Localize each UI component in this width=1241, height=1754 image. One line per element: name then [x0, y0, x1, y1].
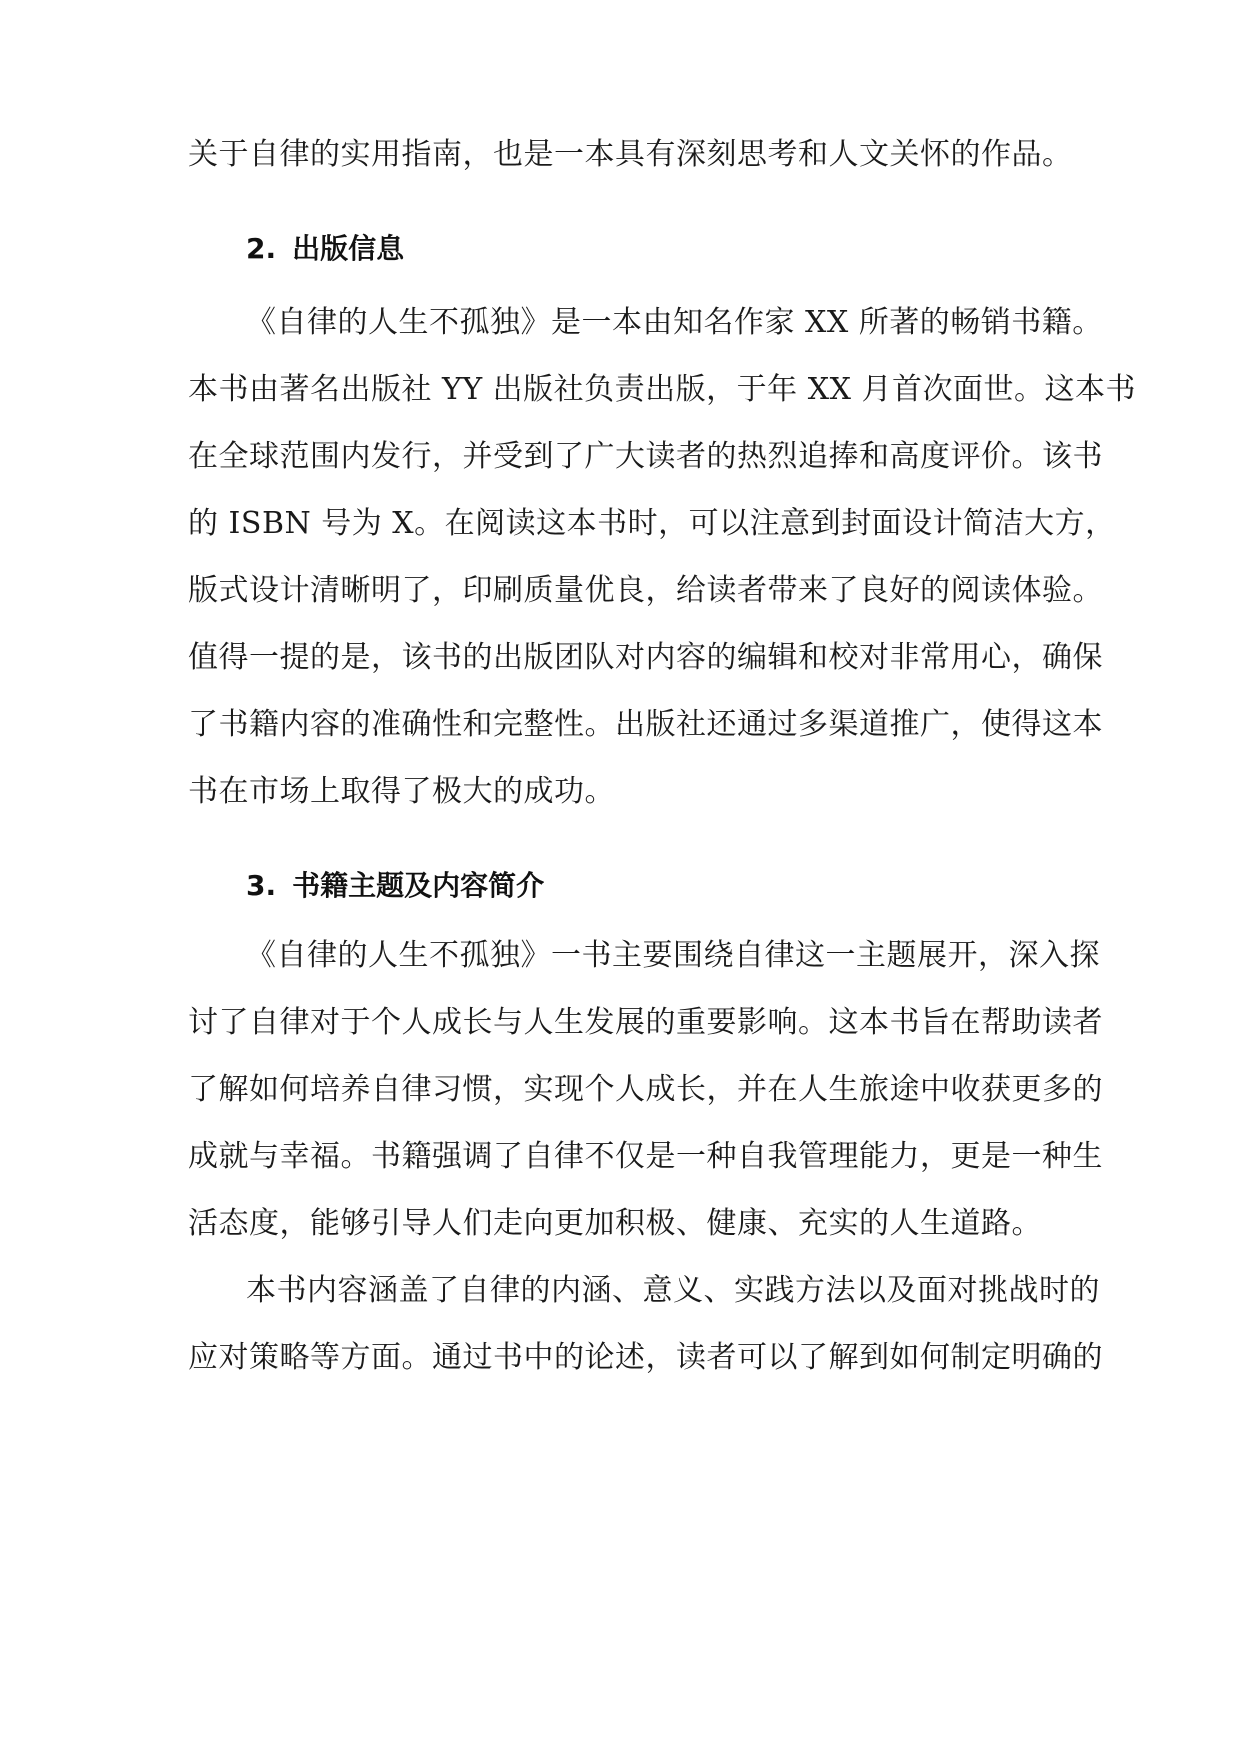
section-number: 3. — [246, 869, 277, 902]
paragraph-line: 《自律的人生不孤独》一书主要围绕自律这一主题展开，深入探 — [246, 938, 1100, 973]
paragraph-line: 的 ISBN 号为 X。在阅读这本书时，可以注意到封面设计简洁大方， — [188, 506, 1116, 541]
paragraph-line: 在全球范围内发行，并受到了广大读者的热烈追捧和高度评价。该书 — [188, 439, 1103, 474]
paragraph-line: 活态度，能够引导人们走向更加积极、健康、充实的人生道路。 — [188, 1206, 1042, 1241]
paragraph-line: 本书由著名出版社 YY 出版社负责出版，于年 XX 月首次面世。这本书 — [188, 372, 1136, 407]
section-title: 出版信息 — [292, 232, 405, 265]
paragraph-line: 版式设计清晰明了，印刷质量优良，给读者带来了良好的阅读体验。 — [188, 573, 1103, 608]
paragraph-line: 值得一提的是，该书的出版团队对内容的编辑和校对非常用心，确保 — [188, 640, 1103, 675]
section-number: 2. — [246, 232, 277, 265]
paragraph-line: 了书籍内容的准确性和完整性。出版社还通过多渠道推广，使得这本 — [188, 707, 1103, 742]
section-heading-theme — [246, 866, 544, 906]
paragraph-line: 应对策略等方面。通过书中的论述，读者可以了解到如何制定明确的 — [188, 1340, 1103, 1375]
paragraph-line: 本书内容涵盖了自律的内涵、意义、实践方法以及面对挑战时的 — [246, 1273, 1100, 1308]
section-title: 书籍主题及内容简介 — [292, 869, 545, 902]
paragraph-line: 了解如何培养自律习惯，实现个人成长，并在人生旅途中收获更多的 — [188, 1072, 1103, 1107]
section-heading-publication — [246, 229, 404, 269]
paragraph-line: 成就与幸福。书籍强调了自律不仅是一种自我管理能力，更是一种生 — [188, 1139, 1103, 1174]
paragraph-line: 书在市场上取得了极大的成功。 — [188, 774, 615, 809]
paragraph-line: 关于自律的实用指南，也是一本具有深刻思考和人文关怀的作品。 — [188, 137, 1073, 172]
paragraph-line: 讨了自律对于个人成长与人生发展的重要影响。这本书旨在帮助读者 — [188, 1005, 1103, 1040]
paragraph-line: 《自律的人生不孤独》是一本由知名作家 XX 所著的畅销书籍。 — [246, 305, 1103, 340]
